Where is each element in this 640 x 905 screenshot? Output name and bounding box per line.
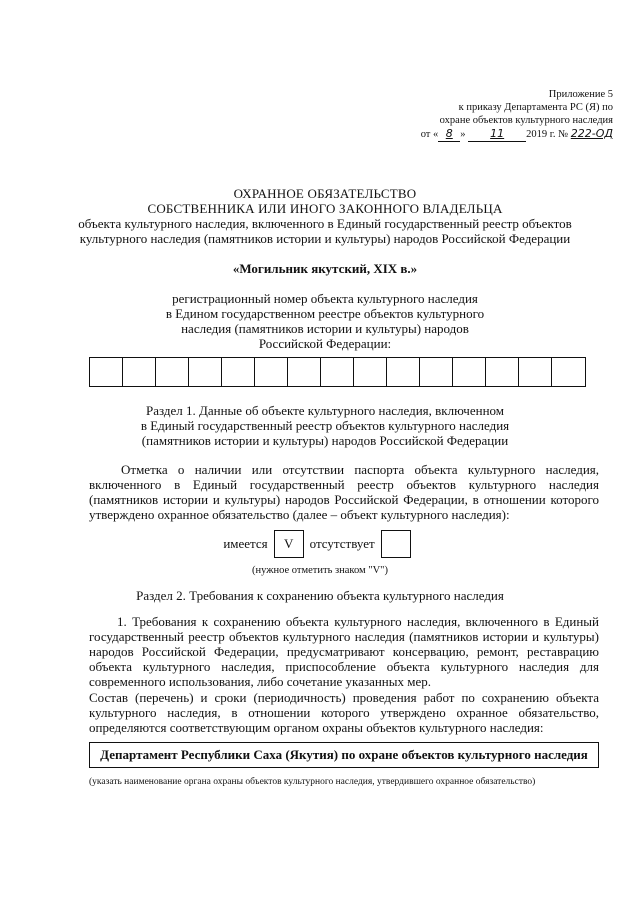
registration-line-3: наследия (памятников истории и культуры) народов xyxy=(181,321,469,336)
section-2-paragraph-1: 1. Требования к сохранению объекта культурного наследия, включенного в Единый государственный реестр объектов культурного наследия (памятников истории и культуры) народов Российской Федерации, предусматривают консервацию, ремонт, реставрацию объекта культурного наследия, приспособление объекта культурного наследия для современного использования, либо сочетание указанных мер. xyxy=(89,614,599,689)
registration-number-cell xyxy=(123,358,156,386)
section-1-line-2: в Единый государственный реестр объектов культурного наследия xyxy=(140,418,510,433)
registration-number-cell xyxy=(156,358,189,386)
registration-number-grid xyxy=(89,357,586,387)
document-title xyxy=(60,186,590,246)
registration-line-1: регистрационный номер объекта культурного наследия xyxy=(172,291,478,306)
appendix-header xyxy=(421,88,613,142)
date-day: 8 xyxy=(445,127,453,140)
date-prefix: от « xyxy=(420,129,439,140)
section-1-line-1: Раздел 1. Данные об объекте культурного наследия, включенном xyxy=(145,403,505,418)
passport-hint: (нужное отметить знаком "V") xyxy=(252,565,388,576)
registration-number-cell xyxy=(222,358,255,386)
authority-name: Департамент Республики Саха (Якутия) по охране объектов культурного наследия xyxy=(100,747,588,762)
section-1-line-3: (памятников истории и культуры) народов Российской Федерации xyxy=(141,433,509,448)
title-line-4: культурного наследия (памятников истории и культуры) народов Российской Федерации xyxy=(79,231,571,246)
order-number: 222-ОД xyxy=(570,127,613,140)
appendix-line-3: охране объектов культурного наследия xyxy=(439,115,613,126)
registration-number-cell xyxy=(486,358,519,386)
passport-absent-label: отсутствует xyxy=(309,536,375,551)
registration-number-cell xyxy=(90,358,123,386)
passport-choice xyxy=(0,530,640,558)
passport-paragraph: Отметка о наличии или отсутствии паспорта объекта культурного наследия, включенного в Единый государственный реестр объектов культурного наследия (памятников истории и культуры) народов Российской Федерации, в отношении которого утверждено охранное обязательство (далее – объект культурного наследия): xyxy=(89,462,599,522)
section-1-heading xyxy=(110,403,540,448)
registration-number-cell xyxy=(453,358,486,386)
title-line-3: объекта культурного наследия, включенного в Единый государственный реестр объектов xyxy=(78,216,572,231)
authority-name-box xyxy=(89,742,599,768)
registration-number-cell xyxy=(189,358,222,386)
appendix-line-1: Приложение 5 xyxy=(548,89,613,100)
registration-number-cell xyxy=(255,358,288,386)
registration-number-cell xyxy=(387,358,420,386)
registration-number-cell xyxy=(552,358,585,386)
section-2-heading: Раздел 2. Требования к сохранению объекта культурного наследия xyxy=(136,588,504,603)
passport-absent-checkbox[interactable] xyxy=(381,530,411,558)
registration-number-cell xyxy=(321,358,354,386)
registration-number-cell xyxy=(519,358,552,386)
appendix-line-2: к приказу Департамента РС (Я) по xyxy=(458,102,613,113)
registration-number-cell xyxy=(420,358,453,386)
date-month: 11 xyxy=(490,127,505,140)
section-2-paragraph-2: Состав (перечень) и сроки (периодичность) проведения работ по сохранению объекта культурного наследия, в отношении которого утверждено охранное обязательство, определяются соответствующим органом охраны объектов культурного наследия: xyxy=(89,690,599,735)
date-mid: » xyxy=(460,129,466,140)
authority-footnote: (указать наименование органа охраны объектов культурного наследия, утвердившего охранное обязательство) xyxy=(89,777,536,787)
passport-has-label: имеется xyxy=(223,536,268,551)
registration-caption xyxy=(140,291,510,351)
registration-line-4: Российской Федерации: xyxy=(258,336,392,351)
date-year: 2019 г. № xyxy=(526,129,569,140)
registration-line-2: в Едином государственном реестре объектов культурного xyxy=(165,306,485,321)
passport-has-checkbox[interactable]: V xyxy=(274,530,304,558)
registration-number-cell xyxy=(288,358,321,386)
title-line-1: ОХРАННОЕ ОБЯЗАТЕЛЬСТВО xyxy=(233,186,417,201)
title-line-2: СОБСТВЕННИКА ИЛИ ИНОГО ЗАКОННОГО ВЛАДЕЛЬЦА xyxy=(147,201,503,216)
object-name: «Могильник якутский, XIX в.» xyxy=(232,261,418,276)
appendix-date-line xyxy=(421,127,613,142)
registration-number-cell xyxy=(354,358,387,386)
